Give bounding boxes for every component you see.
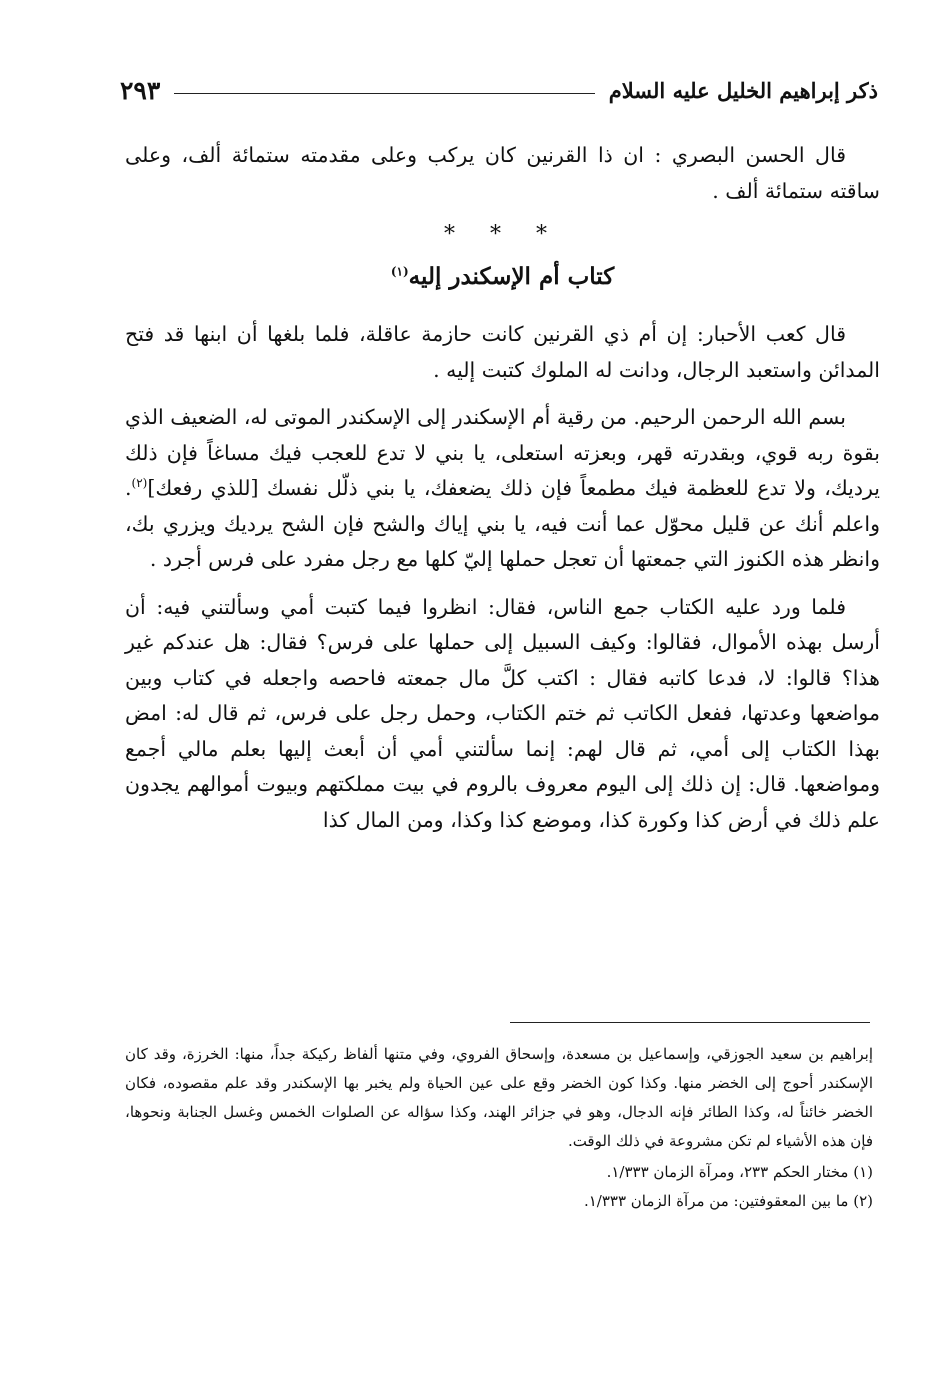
footnote-1: (١) مختار الحكم ٢٣٣، ومرآة الزمان ١/٣٣٣. xyxy=(606,1163,873,1181)
footnote-2: (٢) ما بين المعقوفتين: من مرآة الزمان ١/٣٣٣. xyxy=(583,1192,873,1210)
section-heading xyxy=(125,257,880,297)
page-number: ٢٩٣ xyxy=(120,75,161,105)
running-header xyxy=(120,70,878,110)
section-heading-text: كتاب أم الإسكندر إليه xyxy=(408,263,615,290)
paragraph-kaab: قال كعب الأحبار: إن أم ذي القرنين كانت حازمة عاقلة، فلما بلغها أن ابنها قد فتح المدائن واستعبد الرجال، ودانت له الملوك كتبت إليه . xyxy=(125,322,880,382)
heading-footnote-ref: (١) xyxy=(390,264,409,279)
footnotes xyxy=(125,1040,873,1216)
header-rule xyxy=(174,93,594,94)
main-text xyxy=(125,138,880,838)
header-title: ذكر إبراهيم الخليل عليه السلام xyxy=(608,77,878,103)
letter-text-part2: . واعلم أنك عن قليل محوّل عما أنت فيه، يا بني إياك والشح فإن الشح يرديك ويزري بك، وانظر هذه الكنوز التي جمعتها أن تعجل حملها إليّ كلها مع رجل مفرد على فرس أجرد . xyxy=(125,476,880,571)
paragraph-hasan-basri: قال الحسن البصري : ان ذا القرنين كان يركب وعلى مقدمته ستمائة ألف، وعلى ساقته ستمائة ألف . xyxy=(125,143,880,203)
footnote-continuation: إبراهيم بن سعيد الجوزقي، وإسماعيل بن مسعدة، وإسحاق الفروي، وفي متنها ألفاظ ركيكة جداً، منها: الخرزة، وقد كان الإسكندر أحوج إلى الخضر منها. وكذا كون الخضر وقع على عين الحياة ولم يخبر بها الإسكندر وقد علم مقصوده، فكان الخضر خائناً له، وكذا الطائر فإنه الدجال، وهو في جزائر الهند، وكذا سؤاله عن الصلوات الخمس وغسل الجنابة ونحوها، فإن هذه الأشياء لم تكن مشروعة في ذلك الوقت. xyxy=(125,1045,873,1150)
footnote-divider xyxy=(510,1022,870,1023)
paragraph-letter xyxy=(125,400,880,578)
section-separator: * * * xyxy=(444,222,561,247)
paragraph-reply: فلما ورد عليه الكتاب جمع الناس، فقال: انظروا فيما كتبت أمي وسألتني فيه: أن أرسل بهذه الأموال، فقالوا: وكيف السبيل إلى حملها على فرس؟ فقال: هل عندكم غير هذا؟ قالوا: لا، فدعا كاتبه فقال : اكتب كلَّ مال جمعته فاحصه واجعله في كتاب وبين مواضعها وعدتها، ففعل الكاتب ثم ختم الكتاب، وحمل رجل على فرس، ثم قال له: امض بهذا الكتاب إلى أمي، ثم قال لهم: إنما سألتني أمي أن أبعث إليها بعلم مالي أجمع ومواضعها. قال: إن ذلك إلى اليوم معروف بالروم في بيت مملكتهم وبيوت أموالهم يجدون علم ذلك في أرض كذا وكورة كذا، وموضع كذا وكذا، ومن المال كذا xyxy=(125,594,880,832)
letter-footnote-ref: (٢) xyxy=(131,476,148,491)
letter-text-part1: بسم الله الرحمن الرحيم. من رقية أم الإسكندر إلى الإسكندر الموتى له، الضعيف الذي بقوة ربه قوي، وبقدرته قهر، وبعزته استعلى، يا بني لا تدع للعجب فيك مساغاً فإن ذلك يرديك، ولا تدع للعظمة فيك مطمعاً فإن ذلك يضعفك، يا بني ذلّل نفسك [للذي رفعك] xyxy=(125,405,880,500)
